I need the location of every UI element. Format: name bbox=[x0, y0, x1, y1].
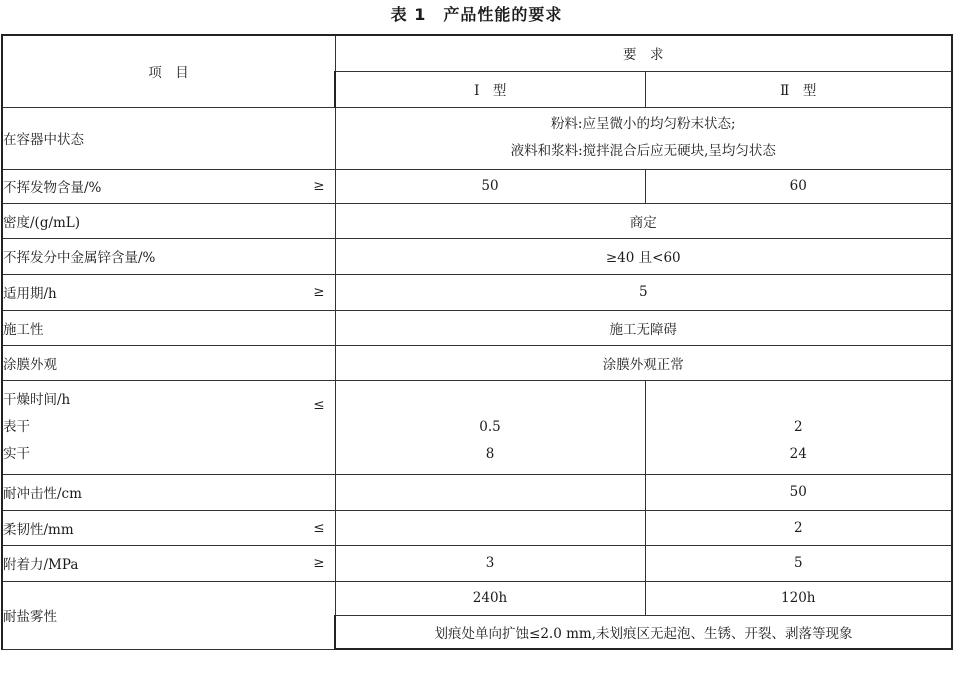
state-line-2: 液料和浆料:搅拌混合后应无硬块,呈均匀状态 bbox=[510, 143, 776, 159]
header-item-cell bbox=[2, 35, 335, 107]
row-label: 涂膜外观 bbox=[3, 356, 57, 373]
row-label-cell bbox=[2, 380, 335, 474]
header-type1-label: Ⅰ 型 bbox=[474, 83, 507, 99]
row-label: 干燥时间/h bbox=[3, 391, 71, 408]
table-title: 表 1 产品性能的要求 bbox=[390, 5, 563, 24]
hard-dry-label: 实干 bbox=[3, 445, 30, 462]
row-value-cell bbox=[335, 203, 952, 238]
row-label-cell bbox=[2, 474, 335, 510]
table-row bbox=[2, 380, 952, 474]
header-type2-label: Ⅱ 型 bbox=[780, 83, 817, 99]
row-label-cell bbox=[2, 545, 335, 581]
row-value-cell bbox=[335, 310, 952, 345]
type1-value: 240h bbox=[472, 590, 508, 606]
table-row bbox=[2, 238, 952, 274]
type1-value-cell bbox=[335, 380, 645, 474]
row-label-cell bbox=[2, 581, 335, 649]
type1-value-cell bbox=[335, 169, 645, 203]
performance-requirements-table bbox=[1, 34, 953, 650]
header-item-label: 项 目 bbox=[148, 65, 189, 82]
row-value: 商定 bbox=[629, 214, 657, 231]
row-label-cell bbox=[2, 345, 335, 380]
table-row bbox=[2, 345, 952, 380]
row-label-cell bbox=[2, 274, 335, 310]
comparison-symbol: ≥ bbox=[313, 284, 325, 300]
table-row bbox=[2, 310, 952, 345]
table-header-row bbox=[2, 35, 952, 71]
comparison-symbol: ≥ bbox=[313, 555, 325, 571]
row-value: 施工无障碍 bbox=[609, 321, 677, 338]
type2-hard-value: 24 bbox=[789, 445, 807, 462]
row-label: 施工性 bbox=[3, 321, 44, 338]
type1-value-cell bbox=[335, 545, 645, 581]
row-value: ≥40 且<60 bbox=[605, 250, 681, 266]
row-label-cell bbox=[2, 107, 335, 169]
row-label-cell bbox=[2, 238, 335, 274]
row-label: 不挥发分中金属锌含量/% bbox=[3, 250, 156, 266]
table-row bbox=[2, 510, 952, 545]
table-row bbox=[2, 107, 952, 169]
row-value-cell bbox=[335, 615, 952, 649]
table-row bbox=[2, 545, 952, 581]
row-value-cell bbox=[335, 345, 952, 380]
header-type1-cell bbox=[335, 71, 645, 107]
row-value-cell bbox=[335, 274, 952, 310]
row-label-cell bbox=[2, 169, 335, 203]
type1-value: 50 bbox=[481, 178, 499, 194]
type2-value: 120h bbox=[781, 590, 816, 606]
comparison-symbol: ≥ bbox=[313, 178, 325, 194]
type1-value: 3 bbox=[485, 555, 495, 571]
row-label: 在容器中状态 bbox=[3, 132, 84, 148]
row-label-cell bbox=[2, 203, 335, 238]
type1-value-cell bbox=[335, 510, 645, 545]
row-label: 不挥发物含量/% bbox=[3, 180, 102, 196]
type1-value-cell bbox=[335, 474, 645, 510]
salt-spray-note: 划痕处单向扩蚀≤2.0 mm,未划痕区无起泡、生锈、开裂、剥落等现象 bbox=[434, 625, 853, 642]
type1-hard-value: 8 bbox=[485, 445, 495, 462]
row-value-cell bbox=[335, 238, 952, 274]
type2-surface-value: 2 bbox=[793, 418, 803, 435]
type1-value-cell bbox=[335, 581, 645, 615]
type2-value: 2 bbox=[793, 519, 803, 536]
row-value-cell bbox=[335, 107, 952, 169]
type2-value-cell bbox=[645, 169, 952, 203]
table-row bbox=[2, 274, 952, 310]
row-value: 涂膜外观正常 bbox=[602, 356, 684, 373]
type2-value: 50 bbox=[789, 484, 807, 500]
table-row bbox=[2, 169, 952, 203]
type2-value-cell bbox=[645, 380, 952, 474]
row-label: 适用期/h bbox=[3, 286, 57, 302]
row-label: 柔韧性/mm bbox=[3, 521, 74, 538]
table-row bbox=[2, 581, 952, 615]
row-label: 耐盐雾性 bbox=[3, 609, 57, 625]
table-row bbox=[2, 203, 952, 238]
type1-surface-value: 0.5 bbox=[479, 418, 501, 435]
header-type2-cell bbox=[645, 71, 952, 107]
type2-value-cell bbox=[645, 545, 952, 581]
row-label: 耐冲击性/cm bbox=[3, 486, 82, 502]
row-label-cell bbox=[2, 510, 335, 545]
type2-value: 60 bbox=[789, 178, 807, 194]
row-label: 密度/(g/mL) bbox=[3, 214, 81, 231]
type2-value: 5 bbox=[793, 555, 803, 571]
row-label-cell bbox=[2, 310, 335, 345]
type2-value-cell bbox=[645, 581, 952, 615]
state-line-1: 粉料:应呈微小的均匀粉末状态; bbox=[550, 116, 736, 132]
table-row bbox=[2, 474, 952, 510]
surface-dry-label: 表干 bbox=[3, 418, 30, 435]
header-requirement-label: 要 求 bbox=[623, 47, 664, 64]
type2-value-cell bbox=[645, 474, 952, 510]
comparison-symbol: ≤ bbox=[313, 396, 325, 413]
row-label: 附着力/MPa bbox=[3, 557, 79, 573]
comparison-symbol: ≤ bbox=[313, 519, 325, 536]
row-value: 5 bbox=[638, 284, 648, 300]
type2-value-cell bbox=[645, 510, 952, 545]
header-requirement-cell bbox=[335, 35, 952, 71]
